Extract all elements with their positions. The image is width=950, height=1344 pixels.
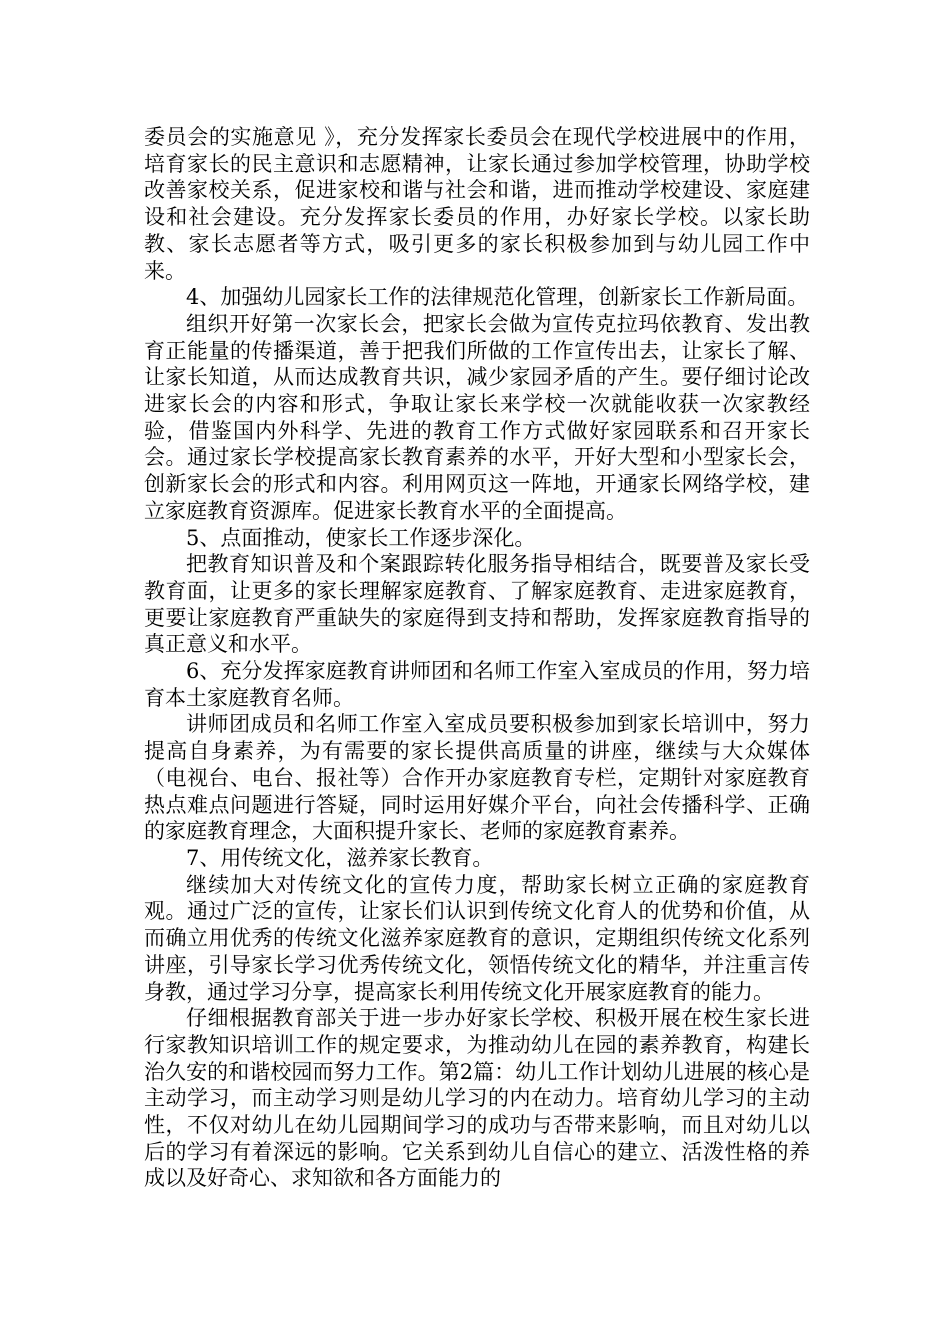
heading-item-4: 4、加强幼儿园家长工作的法律规范化管理，创新家长工作新局面。: [186, 285, 809, 310]
heading-item-6: 6、充分发挥家庭教育讲师团和名师工作室入室成员的作用，努力培育本土家庭教育名师。: [144, 659, 810, 710]
paragraph-conclusion: 仔细根据教育部关于进一步办好家长学校、积极开展在校生家长进行家教知识培训工作的规定要求，为推动幼儿在园的素养教育，构建长治久安的和谐校园而努力工作。第2篇：幼儿工作计划幼儿进展的核心是主动学习，而主动学习则是幼儿学习的内在动力。培育幼儿学习的主动性，不仅对幼儿在幼儿园期间学习的成功与否带来影响，而且对幼儿以后的学习有着深远的影响。它关系到幼儿自信心的建立、活泼性格的养成以及好奇心、求知欲和各方面能力的: [144, 1006, 810, 1191]
document-body: [144, 124, 810, 1192]
paragraph-parent-meeting: 组织开好第一次家长会，把家长会做为宣传克拉玛依教育、发出教育正能量的传播渠道，善于把我们所做的工作宣传出去，让家长了解、让家长知道，从而达成教育共识，减少家园矛盾的产生。要仔细讨论改进家长会的内容和形式，争取让家长来学校一次就能收获一次家教经验，借鉴国内外科学、先进的教育工作方式做好家园联系和召开家长会。通过家长学校提高家长教育素养的水平，开好大型和小型家长会，创新家长会的形式和内容。利用网页这一阵地，开通家长网络学校，建立家庭教育资源库。促进家长教育水平的全面提高。: [144, 311, 810, 523]
paragraph-committee: 委员会的实施意见 》，充分发挥家长委员会在现代学校进展中的作用，培育家长的民主意识和志愿精神，让家长通过参加学校管理，协助学校改善家校关系，促进家校和谐与社会和谐，进而推动学校建设、家庭建设和社会建设。充分发挥家长委员的作用，办好家长学校。以家长助教、家长志愿者等方式，吸引更多的家长积极参加到与幼儿园工作中来。: [144, 125, 810, 283]
heading-item-7: 7、用传统文化，滋养家长教育。: [186, 845, 494, 870]
paragraph-knowledge-spread: 把教育知识普及和个案跟踪转化服务指导相结合，既要普及家长受教育面，让更多的家长理解家庭教育、了解家庭教育、走进家庭教育，更要让家庭教育严重缺失的家庭得到支持和帮助，发挥家庭教育指导的真正意义和水平。: [144, 552, 810, 657]
heading-item-5: 5、点面推动，使家长工作逐步深化。: [186, 525, 536, 550]
paragraph-traditional-culture: 继续加大对传统文化的宣传力度，帮助家长树立正确的家庭教育观。通过广泛的宣传，让家长们认识到传统文化育人的优势和价值，从而确立用优秀的传统文化滋养家庭教育的意识，定期组织传统文化系列讲座，引导家长学习优秀传统文化，领悟传统文化的精华，并注重言传身教，通过学习分享，提高家长利用传统文化开展家庭教育的能力。: [144, 872, 810, 1004]
paragraph-lecturer-team: 讲师团成员和名师工作室入室成员要积极参加到家长培训中，努力提高自身素养，为有需要的家长提供高质量的讲座，继续与大众媒体（电视台、电台、报社等）合作开办家庭教育专栏，定期针对家庭教育热点难点问题进行答疑，同时运用好媒介平台，向社会传播科学、正确的家庭教育理念，大面积提升家长、老师的家庭教育素养。: [144, 712, 810, 844]
